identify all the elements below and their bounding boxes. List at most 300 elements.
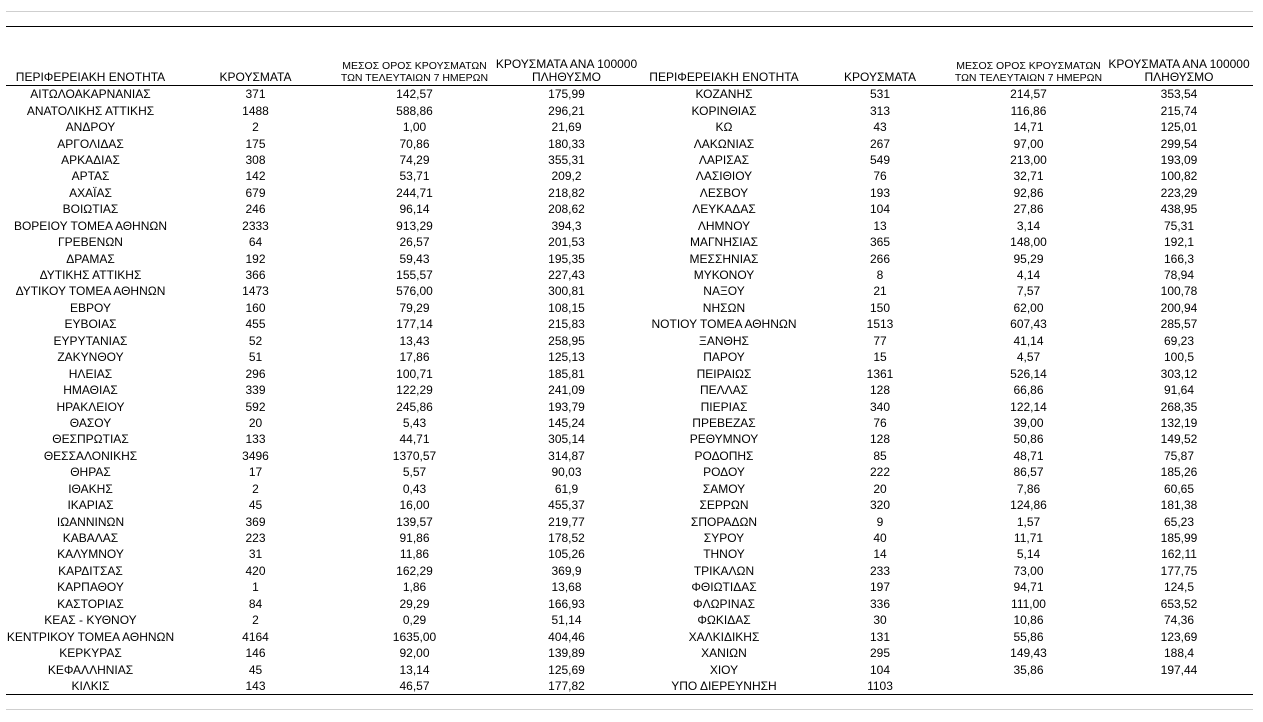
- per100k-cell: 355,31: [548, 152, 585, 167]
- cases-cell: 128: [869, 383, 891, 398]
- per100k-cell: 149,52: [1160, 432, 1198, 447]
- per100k-cell: 227,43: [548, 268, 585, 283]
- avg7-cell: 17,86: [399, 350, 430, 365]
- per100k-cell: 21,69: [551, 120, 582, 135]
- cases-cell: 296: [245, 366, 266, 381]
- cases-cell: 267: [869, 136, 891, 151]
- region-cell: ΛΕΣΒΟΥ: [699, 185, 749, 200]
- header-cases: ΚΡΟΥΣΜΑΤΑ: [844, 70, 916, 84]
- per100k-cell: 132,19: [1160, 415, 1198, 430]
- avg7-cell: 122,29: [396, 383, 433, 398]
- top-divider-light: [6, 11, 1253, 12]
- region-cell: ΑΡΤΑΣ: [71, 169, 110, 184]
- cases-cell: 365: [869, 235, 891, 250]
- avg7-cell: 913,29: [396, 218, 433, 233]
- region-cell: ΣΠΟΡΑΔΩΝ: [690, 514, 758, 529]
- region-cell: ΖΑΚΥΝΘΟΥ: [57, 350, 124, 365]
- region-cell: ΙΩΑΝΝΙΝΩΝ: [56, 514, 125, 529]
- avg7-cell: 16,00: [399, 498, 430, 513]
- per100k-cell: 215,83: [548, 317, 585, 332]
- avg7-cell: 244,71: [396, 185, 433, 200]
- cases-cell: 76: [873, 169, 887, 184]
- avg7-cell: 39,00: [1013, 415, 1044, 430]
- table-row: [6, 628, 1253, 644]
- per100k-cell: 653,52: [1160, 596, 1198, 611]
- region-cell: ΗΜΑΘΙΑΣ: [63, 383, 118, 398]
- table-row: [6, 464, 1253, 480]
- cases-cell: 4164: [242, 629, 269, 644]
- per100k-cell: 193,79: [548, 399, 585, 414]
- region-cell: ΛΑΣΙΘΙΟΥ: [695, 169, 753, 184]
- region-cell: ΚΑΡΠΑΘΟΥ: [57, 580, 124, 595]
- per100k-cell: 299,54: [1160, 136, 1198, 151]
- avg7-cell: 92,86: [1013, 185, 1044, 200]
- table-row: [6, 448, 1253, 464]
- cases-cell: 371: [245, 87, 266, 102]
- table-row: [6, 645, 1253, 661]
- avg7-cell: 70,86: [399, 136, 430, 151]
- region-cell: ΠΡΕΒΕΖΑΣ: [692, 415, 756, 430]
- cases-cell: 455: [245, 317, 266, 332]
- cases-cell: 1: [252, 580, 259, 595]
- per100k-cell: 185,26: [1160, 465, 1198, 480]
- region-cell: ΒΟΙΩΤΙΑΣ: [62, 202, 119, 217]
- per100k-cell: 74,36: [1163, 613, 1195, 628]
- avg7-cell: 149,43: [1010, 646, 1047, 661]
- cases-cell: 160: [245, 300, 266, 315]
- region-cell: ΛΕΥΚΑΔΑΣ: [692, 202, 756, 217]
- per100k-cell: 100,5: [1163, 350, 1195, 365]
- region-cell: ΝΗΣΩΝ: [702, 300, 746, 315]
- cases-cell: 3496: [242, 448, 269, 463]
- per100k-cell: 177,75: [1160, 563, 1198, 578]
- region-cell: ΣΑΜΟΥ: [702, 481, 746, 496]
- cases-cell: 369: [245, 514, 266, 529]
- region-cell: ΕΥΡΥΤΑΝΙΑΣ: [53, 333, 128, 348]
- cases-cell: 143: [245, 678, 266, 693]
- avg7-cell: 96,14: [399, 202, 430, 217]
- region-cell: ΓΡΕΒΕΝΩΝ: [58, 235, 123, 250]
- region-cell: ΡΟΔΟΥ: [703, 465, 745, 480]
- per100k-cell: 91,64: [1163, 383, 1195, 398]
- avg7-cell: 4,57: [1016, 350, 1041, 365]
- cases-cell: 51: [248, 350, 263, 365]
- per100k-cell: 200,94: [1160, 300, 1198, 315]
- avg7-cell: 66,86: [1013, 383, 1044, 398]
- cases-cell: 2: [252, 613, 259, 628]
- region-cell: ΑΙΤΩΛΟΑΚΑΡΝΑΝΙΑΣ: [30, 87, 151, 102]
- region-cell: ΧΑΝΙΩΝ: [701, 646, 747, 661]
- avg7-cell: 11,71: [1013, 531, 1044, 546]
- header-region: ΠΕΡΙΦΕΡΕΙΑΚΗ ΕΝΟΤΗΤΑ: [649, 70, 799, 84]
- cases-cell: 30: [873, 613, 887, 628]
- region-cell: ΞΑΝΘΗΣ: [699, 333, 749, 348]
- table-row: [6, 497, 1253, 513]
- avg7-cell: 94,71: [1013, 580, 1044, 595]
- table-row: [6, 135, 1253, 151]
- avg7-cell: 4,14: [1016, 268, 1041, 283]
- per100k-cell: 105,26: [548, 547, 585, 562]
- per100k-cell: 438,95: [1160, 202, 1198, 217]
- cases-cell: 45: [248, 662, 263, 677]
- header-avg7: ΜΕΣΟΣ ΟΡΟΣ ΚΡΟΥΣΜΑΤΩΝ ΤΩΝ ΤΕΛΕΥΤΑΙΩΝ 7 ΗΜΕΡΩΝ: [340, 60, 489, 84]
- region-cell: ΤΗΝΟΥ: [703, 547, 745, 562]
- avg7-cell: 62,00: [1013, 300, 1044, 315]
- region-cell: ΚΕΡΚΥΡΑΣ: [59, 646, 122, 661]
- cases-cell: 192: [245, 251, 266, 266]
- cases-cell: 1513: [866, 317, 894, 332]
- avg7-cell: 142,57: [396, 87, 433, 102]
- per100k-cell: 90,03: [551, 465, 582, 480]
- per100k-cell: 303,12: [1160, 366, 1198, 381]
- per100k-cell: 369,9: [551, 563, 582, 578]
- per100k-cell: 215,74: [1160, 103, 1198, 118]
- cases-table: [6, 54, 1253, 694]
- per100k-cell: 314,87: [548, 448, 585, 463]
- region-cell: ΤΡΙΚΑΛΩΝ: [693, 563, 755, 578]
- avg7-cell: 44,71: [399, 432, 430, 447]
- table-row: [6, 661, 1253, 677]
- avg7-cell: 29,29: [399, 596, 430, 611]
- avg7-cell: 588,86: [396, 103, 433, 118]
- per100k-cell: 197,44: [1160, 662, 1198, 677]
- table-row: [6, 365, 1253, 381]
- cases-cell: 197: [869, 580, 891, 595]
- avg7-cell: 48,71: [1013, 448, 1044, 463]
- region-cell: ΑΡΚΑΔΙΑΣ: [61, 152, 120, 167]
- avg7-cell: 111,00: [1011, 596, 1046, 611]
- cases-cell: 679: [245, 185, 266, 200]
- per100k-cell: 180,33: [548, 136, 585, 151]
- per100k-cell: 125,01: [1160, 120, 1198, 135]
- cases-cell: 131: [869, 629, 891, 644]
- table-row: [6, 152, 1253, 168]
- region-cell: ΚΕΝΤΡΙΚΟΥ ΤΟΜΕΑ ΑΘΗΝΩΝ: [6, 629, 175, 644]
- header-divider: [6, 85, 1253, 86]
- avg7-cell: 5,14: [1016, 547, 1041, 562]
- per100k-cell: 296,21: [548, 103, 585, 118]
- region-cell: ΦΩΚΙΔΑΣ: [697, 613, 751, 628]
- region-cell: ΠΕΛΛΑΣ: [699, 383, 749, 398]
- cases-cell: 2: [252, 120, 259, 135]
- per100k-cell: 123,69: [1160, 629, 1198, 644]
- avg7-cell: 7,57: [1016, 284, 1041, 299]
- region-cell: ΛΑΚΩΝΙΑΣ: [693, 136, 755, 151]
- avg7-cell: 79,29: [399, 300, 430, 315]
- table-row: [6, 530, 1253, 546]
- cases-cell: 8: [876, 268, 884, 283]
- per100k-cell: 219,77: [548, 514, 585, 529]
- cases-cell: 45: [248, 498, 263, 513]
- cases-cell: 2333: [242, 218, 269, 233]
- region-cell: ΚΑΡΔΙΤΣΑΣ: [58, 563, 123, 578]
- per100k-cell: 61,9: [554, 481, 579, 496]
- cases-cell: 1361: [866, 366, 894, 381]
- per100k-cell: 60,65: [1163, 481, 1195, 496]
- per100k-cell: 145,24: [548, 415, 585, 430]
- avg7-cell: 162,29: [396, 563, 433, 578]
- table-row: [6, 85, 1253, 102]
- region-cell: ΜΑΓΝΗΣΙΑΣ: [689, 235, 759, 250]
- region-cell: ΔΥΤΙΚΟΥ ΤΟΜΕΑ ΑΘΗΝΩΝ: [15, 284, 166, 299]
- cases-cell: 133: [245, 432, 266, 447]
- region-cell: ΑΝΔΡΟΥ: [65, 120, 116, 135]
- cases-cell: 85: [873, 448, 887, 463]
- cases-cell: 340: [869, 399, 891, 414]
- cases-cell: 308: [245, 152, 266, 167]
- avg7-cell: 116,86: [1010, 103, 1047, 118]
- table-row: [6, 481, 1253, 497]
- cases-cell: 266: [869, 251, 891, 266]
- avg7-cell: 13,14: [399, 662, 430, 677]
- per100k-cell: 125,13: [548, 350, 585, 365]
- region-cell: ΦΛΩΡΙΝΑΣ: [693, 596, 755, 611]
- table-row: [6, 234, 1253, 250]
- avg7-cell: 1,00: [402, 120, 427, 135]
- per100k-cell: 241,09: [548, 383, 585, 398]
- region-cell: ΑΡΓΟΛΙΔΑΣ: [57, 136, 124, 151]
- cases-cell: 1488: [242, 103, 269, 118]
- per100k-cell: 75,31: [1163, 218, 1195, 233]
- region-cell: ΛΗΜΝΟΥ: [697, 218, 751, 233]
- per100k-cell: 353,54: [1160, 87, 1198, 102]
- per100k-cell: 208,62: [548, 202, 585, 217]
- table-row: [6, 563, 1253, 579]
- table-row: [6, 201, 1253, 217]
- region-cell: ΚΟΡΙΝΘΙΑΣ: [691, 103, 757, 118]
- cases-cell: 336: [869, 596, 891, 611]
- per100k-cell: 223,29: [1160, 185, 1198, 200]
- region-cell: ΜΥΚΟΝΟΥ: [693, 268, 755, 283]
- avg7-cell: 41,14: [1013, 333, 1044, 348]
- region-cell: ΧΙΟΥ: [709, 662, 739, 677]
- cases-cell: 223: [245, 531, 266, 546]
- table-row: [6, 382, 1253, 398]
- table-row: [6, 168, 1253, 184]
- per100k-cell: 100,82: [1160, 169, 1198, 184]
- cases-cell: 193: [869, 185, 891, 200]
- avg7-cell: 27,86: [1013, 202, 1044, 217]
- region-cell: ΚΟΖΑΝΗΣ: [695, 87, 753, 102]
- avg7-cell: 214,57: [1010, 87, 1047, 102]
- avg7-cell: 1,86: [402, 580, 427, 595]
- region-cell: ΝΟΤΙΟΥ ΤΟΜΕΑ ΑΘΗΝΩΝ: [651, 317, 797, 332]
- avg7-cell: 1370,57: [392, 448, 437, 463]
- region-cell: ΥΠΟ ΔΙΕΡΕΥΝΗΣΗ: [671, 678, 777, 693]
- region-cell: ΚΙΛΚΙΣ: [71, 678, 110, 693]
- region-cell: ΑΝΑΤΟΛΙΚΗΣ ΑΤΤΙΚΗΣ: [26, 103, 155, 118]
- per100k-cell: 404,46: [548, 629, 585, 644]
- avg7-cell: 148,00: [1010, 235, 1047, 250]
- table-row: [6, 678, 1253, 694]
- avg7-cell: 607,43: [1010, 317, 1047, 332]
- cases-cell: 20: [873, 481, 887, 496]
- cases-cell: 295: [869, 646, 891, 661]
- region-cell: ΧΑΛΚΙΔΙΚΗΣ: [688, 629, 760, 644]
- avg7-cell: 5,43: [402, 415, 427, 430]
- avg7-cell: 0,43: [402, 481, 427, 496]
- per100k-cell: 100,78: [1160, 284, 1198, 299]
- cases-cell: 549: [869, 152, 891, 167]
- cases-cell: 15: [873, 350, 887, 365]
- avg7-cell: 177,14: [396, 317, 433, 332]
- cases-cell: 233: [869, 563, 891, 578]
- table-header: [6, 54, 1253, 85]
- region-cell: ΘΗΡΑΣ: [70, 465, 111, 480]
- region-cell: ΘΕΣΣΑΛΟΝΙΚΗΣ: [43, 448, 138, 463]
- region-cell: ΗΡΑΚΛΕΙΟΥ: [56, 399, 125, 414]
- table-row: [6, 546, 1253, 562]
- region-cell: ΡΟΔΟΠΗΣ: [694, 448, 754, 463]
- per100k-cell: 185,81: [548, 366, 585, 381]
- per100k-cell: 13,68: [551, 580, 582, 595]
- cases-cell: 14: [873, 547, 887, 562]
- avg7-cell: 124,86: [1010, 498, 1047, 513]
- table-row: [6, 431, 1253, 447]
- table-row: [6, 612, 1253, 628]
- table-body: [6, 85, 1253, 694]
- avg7-cell: 5,57: [402, 465, 427, 480]
- per100k-cell: 124,5: [1163, 580, 1195, 595]
- cases-cell: 146: [245, 646, 266, 661]
- per100k-cell: 218,82: [548, 185, 585, 200]
- avg7-cell: 100,71: [396, 366, 433, 381]
- avg7-cell: 92,00: [399, 646, 430, 661]
- per100k-cell: 166,93: [548, 596, 585, 611]
- region-cell: ΘΕΣΠΡΩΤΙΑΣ: [52, 432, 129, 447]
- region-cell: ΕΥΒΟΙΑΣ: [64, 317, 117, 332]
- table-row: [6, 316, 1253, 332]
- table-row: [6, 349, 1253, 365]
- table-row: [6, 283, 1253, 299]
- cases-cell: 320: [869, 498, 891, 513]
- table-row: [6, 218, 1253, 234]
- per100k-cell: 166,3: [1163, 251, 1195, 266]
- cases-cell: 17: [248, 465, 263, 480]
- cases-cell: 64: [248, 235, 263, 250]
- per100k-cell: 78,94: [1163, 268, 1195, 283]
- top-divider: [6, 26, 1253, 27]
- per100k-cell: 178,52: [548, 531, 585, 546]
- avg7-cell: [952, 678, 1105, 694]
- cases-cell: 31: [248, 547, 263, 562]
- header-per100k: ΚΡΟΥΣΜΑΤΑ ΑΝΑ 100000 ΠΛΗΘΥΣΜΟ: [1108, 57, 1250, 84]
- region-cell: ΚΩ: [715, 120, 733, 135]
- cases-cell: 175: [245, 136, 266, 151]
- per100k-cell: 209,2: [551, 169, 582, 184]
- region-cell: ΠΕΙΡΑΙΩΣ: [696, 366, 752, 381]
- cases-cell: 104: [869, 662, 891, 677]
- per100k-cell: 305,14: [548, 432, 585, 447]
- avg7-cell: 7,86: [1016, 481, 1041, 496]
- table-row: [6, 267, 1253, 283]
- cases-cell: 592: [245, 399, 266, 414]
- region-cell: ΚΕΦΑΛΛΗΝΙΑΣ: [47, 662, 134, 677]
- region-cell: ΕΒΡΟΥ: [70, 300, 111, 315]
- cases-cell: 20: [248, 415, 263, 430]
- per100k-cell: 185,99: [1160, 531, 1198, 546]
- cases-cell: 339: [245, 383, 266, 398]
- region-cell: ΠΙΕΡΙΑΣ: [700, 399, 748, 414]
- avg7-cell: 97,00: [1013, 136, 1044, 151]
- cases-cell: 104: [869, 202, 891, 217]
- cases-cell: 420: [245, 563, 266, 578]
- cases-cell: 13: [873, 218, 887, 233]
- avg7-cell: 13,43: [399, 333, 430, 348]
- cases-cell: 77: [873, 333, 887, 348]
- table-row: [6, 398, 1253, 414]
- table-row: [6, 300, 1253, 316]
- region-cell: ΛΑΡΙΣΑΣ: [698, 152, 750, 167]
- table-row: [6, 415, 1253, 431]
- table-row: [6, 579, 1253, 595]
- per100k-cell: 139,89: [548, 646, 585, 661]
- per100k-cell: 69,23: [1163, 333, 1195, 348]
- per100k-cell: 192,1: [1163, 235, 1195, 250]
- region-cell: ΔΥΤΙΚΗΣ ΑΤΤΙΚΗΣ: [39, 268, 142, 283]
- cases-cell: 142: [245, 169, 266, 184]
- avg7-cell: 10,86: [1013, 613, 1044, 628]
- region-cell: ΙΚΑΡΙΑΣ: [67, 498, 114, 513]
- cases-cell: 366: [245, 268, 266, 283]
- region-cell: ΡΕΘΥΜΝΟΥ: [689, 432, 759, 447]
- avg7-cell: 74,29: [399, 152, 430, 167]
- avg7-cell: 26,57: [399, 235, 430, 250]
- avg7-cell: 11,86: [399, 547, 430, 562]
- region-cell: ΝΑΞΟΥ: [703, 284, 745, 299]
- cases-cell: 313: [869, 103, 891, 118]
- cases-cell: 222: [869, 465, 891, 480]
- avg7-cell: 86,57: [1013, 465, 1044, 480]
- region-cell: ΑΧΑΪΑΣ: [69, 185, 112, 200]
- avg7-cell: 46,57: [399, 678, 430, 693]
- region-cell: ΜΕΣΣΗΝΙΑΣ: [689, 251, 759, 266]
- cases-cell: 246: [245, 202, 266, 217]
- avg7-cell: 91,86: [399, 531, 430, 546]
- table-row: [6, 596, 1253, 612]
- region-cell: ΚΕΑΣ - ΚΥΘΝΟΥ: [44, 613, 137, 628]
- per100k-cell: [1105, 678, 1253, 694]
- cases-cell: 1103: [867, 678, 893, 693]
- avg7-cell: 576,00: [396, 284, 433, 299]
- table-row: [6, 185, 1253, 201]
- avg7-cell: 73,00: [1013, 563, 1044, 578]
- per100k-cell: 268,35: [1160, 399, 1198, 414]
- cases-cell: 76: [873, 415, 887, 430]
- region-cell: ΙΘΑΚΗΣ: [68, 481, 113, 496]
- per100k-cell: 51,14: [551, 613, 582, 628]
- avg7-cell: 95,29: [1013, 251, 1044, 266]
- bottom-divider-light: [6, 709, 1253, 710]
- per100k-cell: 175,99: [548, 87, 585, 102]
- region-cell: ΒΟΡΕΙΟΥ ΤΟΜΕΑ ΑΘΗΝΩΝ: [13, 218, 168, 233]
- table-row: [6, 250, 1253, 266]
- avg7-cell: 59,43: [399, 251, 430, 266]
- avg7-cell: 55,86: [1013, 629, 1044, 644]
- per100k-cell: 195,35: [548, 251, 585, 266]
- per100k-cell: 75,87: [1163, 448, 1195, 463]
- region-cell: ΚΑΒΑΛΑΣ: [62, 531, 119, 546]
- header-region: ΠΕΡΙΦΕΡΕΙΑΚΗ ΕΝΟΤΗΤΑ: [15, 70, 166, 84]
- avg7-cell: 245,86: [396, 399, 433, 414]
- table-row: [6, 119, 1253, 135]
- per100k-cell: 177,82: [548, 678, 585, 693]
- avg7-cell: 1,57: [1016, 514, 1041, 529]
- per100k-cell: 193,09: [1160, 152, 1198, 167]
- header-cases: ΚΡΟΥΣΜΑΤΑ: [219, 70, 292, 84]
- per100k-cell: 65,23: [1163, 514, 1195, 529]
- avg7-cell: 32,71: [1013, 169, 1044, 184]
